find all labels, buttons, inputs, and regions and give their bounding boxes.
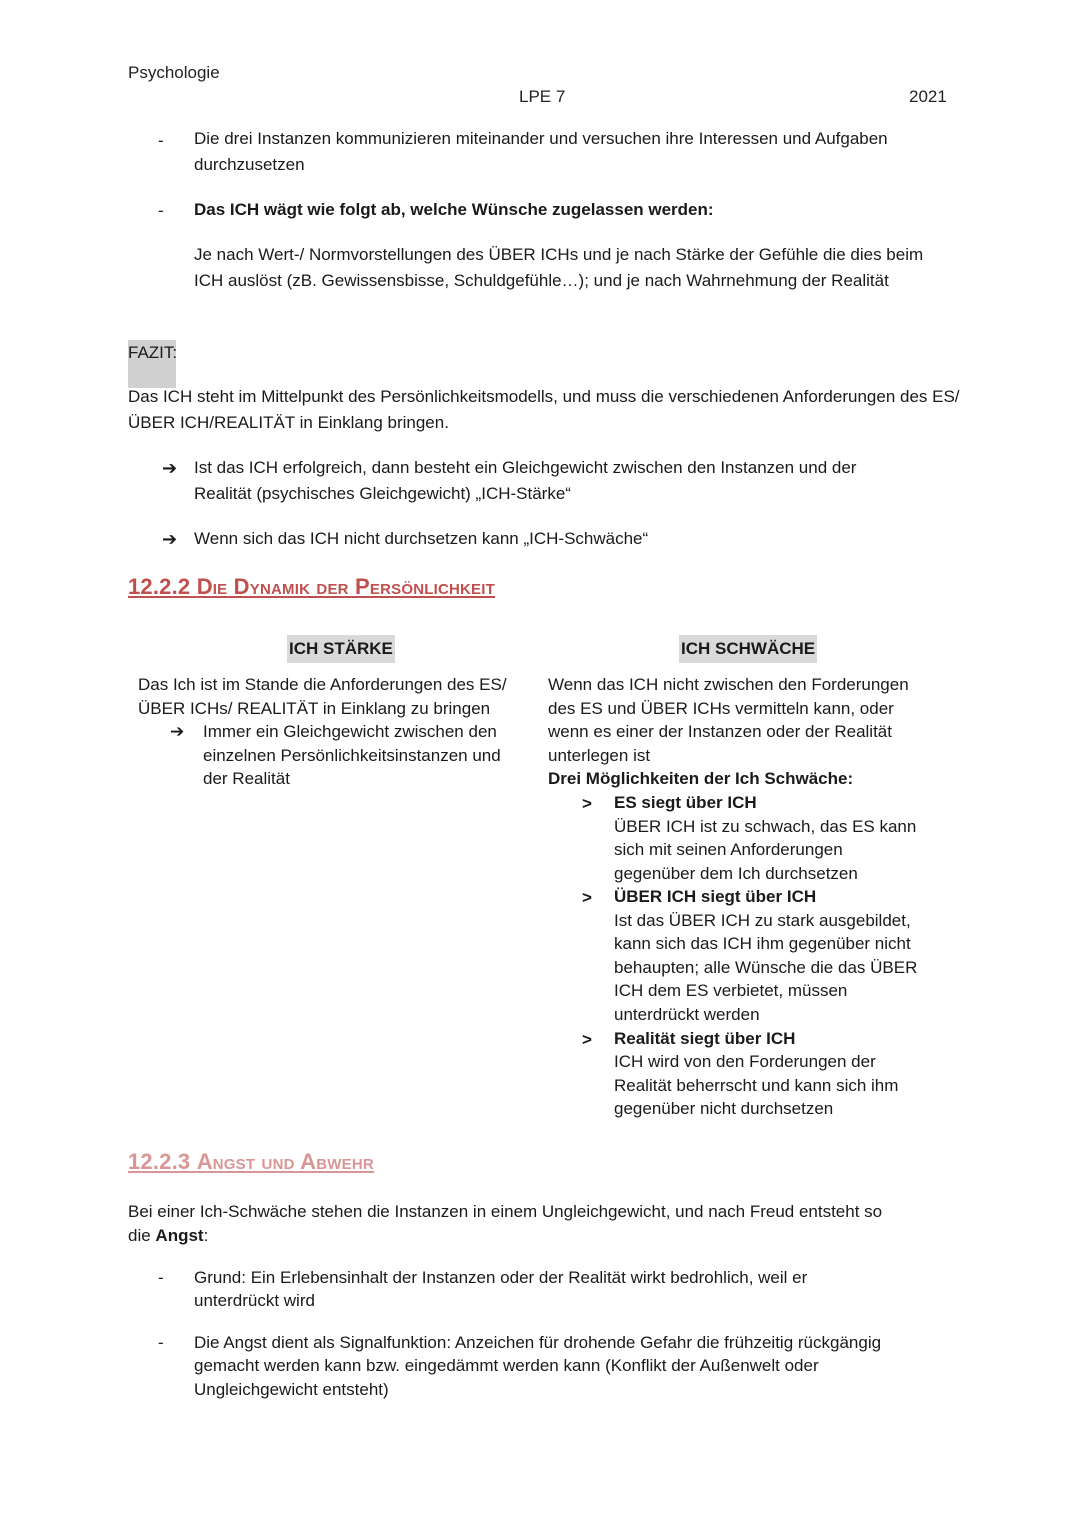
- schwaeche-item-line: unterdrückt werden: [614, 1005, 760, 1024]
- schwaeche-intro-4: unterlegen ist: [548, 746, 651, 765]
- header-center: LPE 7: [519, 87, 566, 106]
- angst-bullet-2-line-1: Die Angst dient als Signalfunktion: Anzeichen für drohende Gefahr die frühzeitig rückgängig: [194, 1333, 882, 1352]
- schwaeche-possibilities-title: Drei Möglichkeiten der Ich Schwäche:: [548, 769, 854, 788]
- bullet-dash: -: [158, 1333, 164, 1352]
- schwaeche-intro-2: des ES und ÜBER ICHs vermitteln kann, oder: [548, 699, 894, 718]
- schwaeche-item-title: Realität siegt über ICH: [614, 1029, 796, 1048]
- header-subject: Psychologie: [128, 63, 220, 82]
- staerke-arrow-line-1: Immer ein Gleichgewicht zwischen den: [203, 722, 497, 741]
- column-heading-schwaeche: ICH SCHWÄCHE: [679, 635, 817, 663]
- staerke-line-1: Das Ich ist im Stande die Anforderungen des ES/: [138, 675, 507, 694]
- fazit-arrow-2: Wenn sich das ICH nicht durchsetzen kann „ICH-Schwäche“: [194, 529, 649, 548]
- angst-bullet-2-line-3: Ungleichgewicht entsteht): [194, 1380, 389, 1399]
- angst-bullet-1-line-2: unterdrückt wird: [194, 1291, 315, 1310]
- bullet-dash: -: [158, 201, 164, 220]
- schwaeche-item-title: ÜBER ICH siegt über ICH: [614, 887, 817, 906]
- schwaeche-item-line: behaupten; alle Wünsche die das ÜBER: [614, 958, 918, 977]
- schwaeche-item-line: ICH dem ES verbietet, müssen: [614, 981, 848, 1000]
- intro-bullet-2: Das ICH wägt wie folgt ab, welche Wünsche zugelassen werden:: [194, 200, 714, 219]
- angst-intro-line-1: Bei einer Ich-Schwäche stehen die Instanzen in einem Ungleichgewicht, und nach Freud entsteht so: [128, 1202, 883, 1221]
- intro-bullet-1: Die drei Instanzen kommunizieren miteinander und versuchen ihre Interessen und Aufgaben durchzusetzen: [194, 129, 888, 174]
- schwaeche-item-line: Realität beherrscht und kann sich ihm: [614, 1076, 899, 1095]
- column-heading-staerke: ICH STÄRKE: [287, 635, 395, 663]
- section-heading-dynamik: 12.2.2 Die Dynamik der Persönlichkeit: [128, 574, 495, 599]
- schwaeche-item-line: gegenüber nicht durchsetzen: [614, 1099, 834, 1118]
- chevron-right-icon: >: [582, 1030, 592, 1049]
- arrow-icon: ➔: [170, 722, 185, 741]
- schwaeche-item-line: ÜBER ICH ist zu schwach, das ES kann: [614, 817, 917, 836]
- chevron-right-icon: >: [582, 888, 592, 907]
- intro-paragraph: Je nach Wert-/ Normvorstellungen des ÜBER ICHs und je nach Stärke der Gefühle die dies beim ICH auslöst (zB. Gewissensbisse, Schuldgefühle…); und je nach Wahrnehmung der Realität: [194, 245, 924, 290]
- section-heading-angst: 12.2.3 Angst und Abwehr: [128, 1149, 374, 1174]
- schwaeche-item-line: kann sich das ICH ihm gegenüber nicht: [614, 934, 911, 953]
- arrow-icon: ➔: [162, 458, 178, 478]
- chevron-right-icon: >: [582, 794, 592, 813]
- schwaeche-item-line: sich mit seinen Anforderungen: [614, 840, 843, 859]
- angst-intro-line-2: die Angst:: [128, 1226, 209, 1245]
- bullet-dash: -: [158, 131, 164, 150]
- schwaeche-item-title: ES siegt über ICH: [614, 793, 757, 812]
- angst-bullet-2-line-2: gemacht werden kann bzw. eingedämmt werden kann (Konflikt der Außenwelt oder: [194, 1356, 819, 1375]
- angst-bullet-1-line-1: Grund: Ein Erlebensinhalt der Instanzen oder der Realität wirkt bedrohlich, weil er: [194, 1268, 808, 1287]
- schwaeche-intro-1: Wenn das ICH nicht zwischen den Forderungen: [548, 675, 909, 694]
- fazit-text: Das ICH steht im Mittelpunkt des Persönlichkeitsmodells, und muss die verschiedenen Anforderungen des ES/ÜBER ICH/REALITÄT in Einklang bringen.: [128, 387, 960, 432]
- staerke-arrow-line-3: der Realität: [203, 769, 290, 788]
- staerke-arrow-line-2: einzelnen Persönlichkeitsinstanzen und: [203, 746, 501, 765]
- fazit-label: FAZIT:: [128, 340, 176, 388]
- schwaeche-item-line: ICH wird von den Forderungen der: [614, 1052, 876, 1071]
- staerke-line-2: ÜBER ICHs/ REALITÄT in Einklang zu bringen: [138, 699, 491, 718]
- bullet-dash: -: [158, 1268, 164, 1287]
- header-year: 2021: [909, 87, 947, 106]
- arrow-icon: ➔: [162, 529, 178, 549]
- schwaeche-item-line: gegenüber dem Ich durchsetzen: [614, 864, 858, 883]
- schwaeche-item-line: Ist das ÜBER ICH zu stark ausgebildet,: [614, 911, 911, 930]
- fazit-arrow-1: Ist das ICH erfolgreich, dann besteht ein Gleichgewicht zwischen den Instanzen und der Realität (psychisches Gleichgewicht) „ICH-Stärke“: [194, 458, 857, 503]
- schwaeche-intro-3: wenn es einer der Instanzen oder der Realität: [548, 722, 892, 741]
